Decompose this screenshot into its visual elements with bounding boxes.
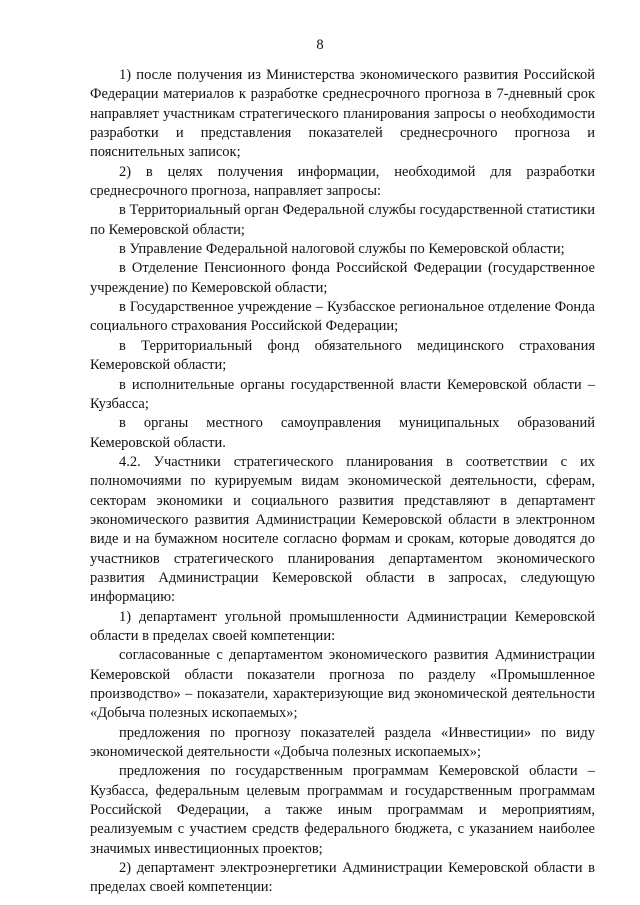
paragraph-request-purpose: 2) в целях получения информации, необходимой для разработки среднесрочного прогноза, направляет запросы: bbox=[90, 163, 595, 200]
paragraph-rosstat: в Территориальный орган Федеральной службы государственной статистики по Кемеровской области; bbox=[90, 202, 595, 238]
paragraph-program-proposals: предложения по государственным программам Кемеровской области – Кузбасса, федеральным целевым программам и государственным программам Российской Федерации, а также иным программам и мероприятиям, реализуемым с участием средств федерального бюджета, с указанием наиболее значимых инвестиционных проектов; bbox=[90, 763, 595, 857]
paragraph-social-insurance: в Государственное учреждение – Кузбасское региональное отделение Фонда социального страхования Российской Федерации; bbox=[90, 299, 595, 335]
page-number: 8 bbox=[316, 37, 324, 53]
paragraph-local-government: в органы местного самоуправления муниципальных образований Кемеровской области. bbox=[90, 415, 595, 451]
document-body bbox=[90, 66, 595, 898]
paragraph-executive-bodies: в исполнительные органы государственной власти Кемеровской области – Кузбасса; bbox=[90, 376, 595, 412]
paragraph-energy-department: 2) департамент электроэнергетики Администрации Кемеровской области в пределах своей компетенции: bbox=[90, 860, 595, 896]
paragraph-coal-department: 1) департамент угольной промышленности Администрации Кемеровской области в пределах своей компетенции: bbox=[90, 608, 595, 644]
paragraph-section-4-2: 4.2. Участники стратегического планирования в соответствии с их полномочиями по курируемым видам экономической деятельности, сферам, секторам экономики и социального развития представляют в департамент экономического развития Администрации Кемеровской области в электронном виде и на бумажном носителе согласно формам и срокам, которые доводятся до участников стратегического планирования департаментом экономического развития Администрации Кемеровской области в запросах, следующую информацию: bbox=[90, 453, 595, 606]
paragraph-medical-insurance: в Территориальный фонд обязательного медицинского страхования Кемеровской области; bbox=[90, 337, 595, 374]
paragraph-investment-proposals: предложения по прогнозу показателей раздела «Инвестиции» по виду экономической деятельности «Добыча полезных ископаемых»; bbox=[90, 724, 595, 761]
paragraph-request-after-materials: 1) после получения из Министерства экономического развития Российской Федерации материалов к разработке среднесрочного прогноза в 7-дневный срок направляет участникам стратегического планирования запросы о необходимости разработки и представления показателей среднесрочного прогноза и пояснительных записок; bbox=[90, 67, 595, 161]
paragraph-pension-fund: в Отделение Пенсионного фонда Российской Федерации (государственное учреждение) по Кемеровской области; bbox=[90, 260, 595, 296]
paragraph-tax-service: в Управление Федеральной налоговой службы по Кемеровской области; bbox=[119, 241, 565, 258]
paragraph-agreed-indicators: согласованные с департаментом экономического развития Администрации Кемеровской области показатели прогноза по разделу «Промышленное производство» – показатели, характеризующие вид экономической деятельности «Добыча полезных ископаемых»; bbox=[90, 647, 595, 722]
